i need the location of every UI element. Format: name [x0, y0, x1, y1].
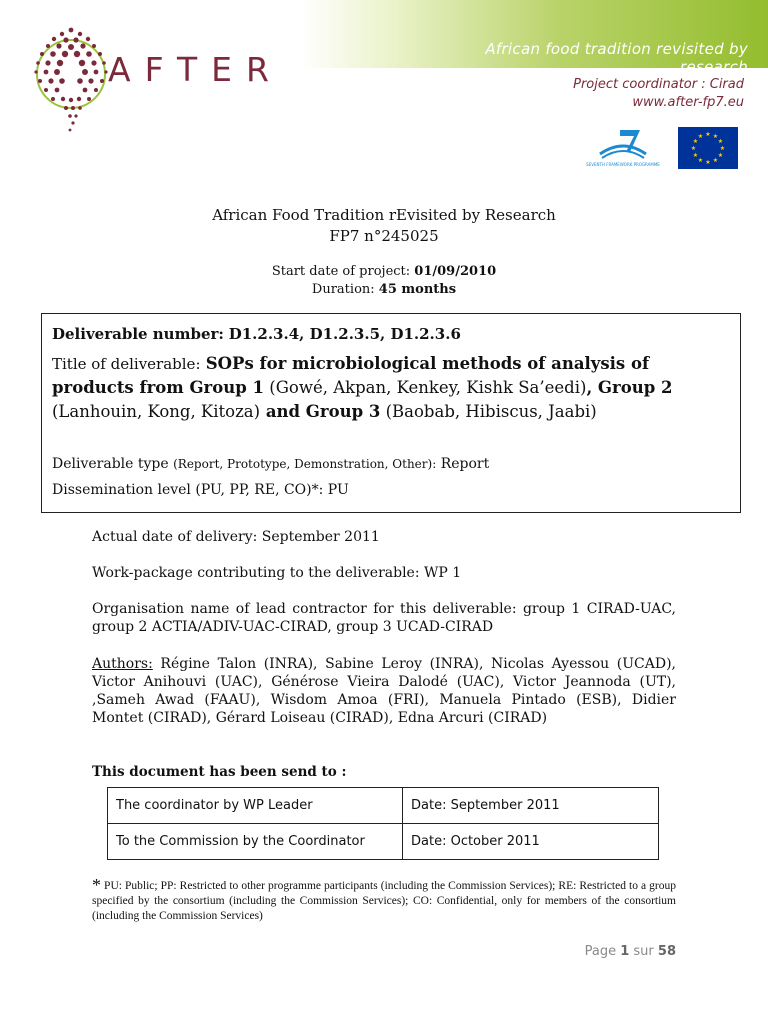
eu-flag-icon	[678, 127, 738, 169]
website-link[interactable]: www.after-fp7.eu	[632, 95, 744, 110]
project-coordinator: Project coordinator : Cirad	[573, 77, 744, 92]
deliverable-title-bold-3: and Group 3	[260, 402, 381, 421]
start-date-label: Start date of project:	[271, 264, 411, 279]
dissemination-level	[52, 482, 730, 498]
svg-text:★: ★	[719, 145, 726, 152]
work-package: Work-package contributing to the deliverable: WP 1	[92, 565, 462, 581]
deliverable-box	[41, 313, 741, 513]
footnote-star: *	[92, 875, 101, 895]
project-title: African Food Tradition rEvisited by Research	[212, 206, 556, 224]
dissemination-value: PU	[327, 482, 349, 498]
deliverable-number	[52, 325, 730, 343]
deliverable-title	[52, 352, 730, 424]
deliverable-number-value: D1.2.3.4, D1.2.3.5, D1.2.3.6	[228, 325, 461, 343]
authors-list: Régine Talon (INRA), Sabine Leroy (INRA), Nicolas Ayessou (UCAD), Victor Anihouvi (UAC), Générose Vieira Dalodé (UAC), Victor Jeannoda (UT), ,Sameh Awad (FAAU), Wisdom Amoa (FRI), Manuela Pintado (ESB), Didier Montet (CIRAD), Gérard Loiseau (CIRAD), Edna Arcuri (CIRAD)	[92, 656, 676, 726]
deliverable-type-label: Deliverable type	[52, 456, 169, 472]
svg-text:★: ★	[705, 131, 711, 138]
logo-wordmark: AFTER	[108, 50, 283, 89]
send-table	[107, 787, 659, 860]
duration-value: 45 months	[378, 282, 457, 297]
table-row	[108, 788, 659, 824]
fp7-logo-icon	[586, 128, 660, 172]
table-row	[108, 824, 659, 860]
delivery-date: Actual date of delivery: September 2011	[92, 529, 380, 545]
deliverable-title-group2: (Lanhouin, Kong, Kitoza)	[52, 402, 261, 421]
page-current: 1	[620, 944, 630, 959]
deliverable-type	[52, 456, 730, 472]
tagline: African food tradition revisited by research	[485, 40, 748, 76]
deliverable-title-bold-1: SOPs for microbiological methods of analysis of products from Group 1	[52, 354, 650, 397]
send-heading: This document has been send to :	[92, 764, 347, 780]
start-date-value: 01/09/2010	[414, 264, 497, 279]
svg-text:★: ★	[717, 138, 724, 145]
authors	[92, 655, 676, 727]
send-recipient: To the Commission by the Coordinator	[108, 824, 403, 860]
deliverable-title-group3: (Baobab, Hibiscus, Jaabi)	[380, 402, 597, 421]
deliverable-number-label: Deliverable number:	[52, 325, 224, 343]
page-prefix: Page	[584, 944, 621, 959]
send-recipient: The coordinator by WP Leader	[108, 788, 403, 824]
duration-label: Duration:	[311, 282, 375, 297]
svg-text:★: ★	[697, 157, 704, 164]
svg-text:★: ★	[692, 152, 699, 159]
svg-text:★: ★	[712, 133, 719, 140]
page-middle: sur	[629, 944, 658, 959]
footnote	[92, 875, 676, 924]
duration	[0, 282, 768, 297]
deliverable-title-group1: (Gowé, Akpan, Kenkey, Kishk Sa’eedi)	[264, 378, 587, 397]
deliverable-title-label: Title of deliverable:	[52, 355, 201, 373]
send-date: Date: September 2011	[403, 788, 659, 824]
deliverable-title-bold-2: , Group 2	[586, 378, 673, 397]
svg-text:★: ★	[690, 145, 697, 152]
send-date: Date: October 2011	[403, 824, 659, 860]
grant-number: FP7 n°245025	[329, 227, 439, 245]
svg-text:★: ★	[705, 159, 711, 166]
svg-text:★: ★	[717, 152, 724, 159]
after-logo-icon	[26, 22, 116, 134]
page-total: 58	[657, 944, 676, 959]
deliverable-type-options: (Report, Prototype, Demonstration, Other):	[173, 457, 437, 471]
svg-text:★: ★	[692, 138, 699, 145]
lead-contractor: Organisation name of lead contractor for this deliverable: group 1 CIRAD-UAC, group 2 ACTIA/ADIV-UAC-CIRAD, group 3 UCAD-CIRAD	[92, 601, 676, 635]
dissemination-label: Dissemination level (PU, PP, RE, CO)*:	[52, 482, 324, 498]
deliverable-type-value: Report	[440, 456, 490, 472]
start-date	[0, 264, 768, 279]
footnote-text: PU: Public; PP: Restricted to other programme participants (including the Commission Services); RE: Restricted to a group specified by the consortium (including the Commission Services); CO: Confidential, only for members of the consortium (including the Commission Services)	[92, 880, 676, 922]
fp7-logo-caption: SEVENTH FRAMEWORK PROGRAMME	[586, 162, 660, 167]
svg-text:★: ★	[697, 133, 704, 140]
page-number	[560, 944, 676, 959]
authors-label: Authors:	[92, 656, 153, 672]
svg-text:★: ★	[712, 157, 719, 164]
